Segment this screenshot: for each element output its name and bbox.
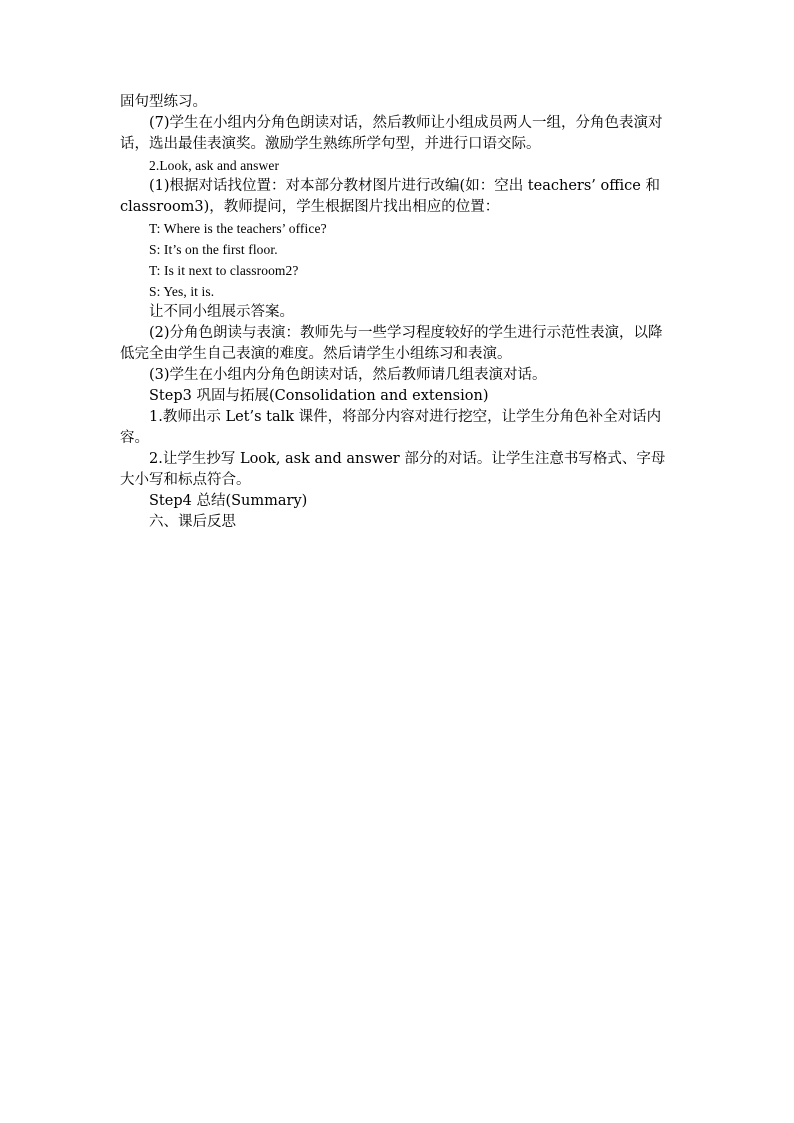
paragraph-group-dialogue: (3)学生在小组内分角色朗读对话，然后教师请几组表演对话。 <box>149 367 547 383</box>
paragraph-find-position: (1)根据对话找位置：对本部分教材图片进行改编(如：空出 teachers’ office 和 classroom3)，教师提问，学生根据图片找出相应的位置： <box>120 178 660 215</box>
paragraph-role-reading: (7)学生在小组内分角色朗读对话，然后教师让小组成员两人一组，分角色表演对话，选出最佳表演奖。激励学生熟练所学句型，并进行口语交际。 <box>120 115 663 152</box>
paragraph-copy-dialogue: 2.让学生抄写 Look, ask and answer 部分的对话。让学生注意书写格式、字母大小写和标点符合。 <box>120 451 666 488</box>
paragraph-role-performance: (2)分角色朗读与表演：教师先与一些学习程度较好的学生进行示范性表演，以降低完全由学生自己表演的难度。然后请学生小组练习和表演。 <box>120 325 663 362</box>
dialogue-line-1: T: Where is the teachers’ office? <box>149 221 327 236</box>
paragraph-show-answers: 让不同小组展示答案。 <box>149 304 294 320</box>
step3-heading: Step3 巩固与拓展(Consolidation and extension) <box>149 388 489 404</box>
dialogue-line-2: S: It’s on the first floor. <box>149 242 278 257</box>
reflection-heading: 六、课后反思 <box>149 514 236 530</box>
document-body <box>120 92 668 533</box>
dialogue-line-3: T: Is it next to classroom2? <box>149 263 299 278</box>
step4-heading: Step4 总结(Summary) <box>149 493 308 509</box>
dialogue-line-4: S: Yes, it is. <box>149 284 215 299</box>
paragraph-lets-talk: 1.教师出示 Let’s talk 课件，将部分内容对进行挖空，让学生分角色补全对话内容。 <box>120 409 662 446</box>
paragraph-line-1: 固句型练习。 <box>120 94 207 110</box>
section-look-ask-answer: 2.Look, ask and answer <box>149 158 280 173</box>
